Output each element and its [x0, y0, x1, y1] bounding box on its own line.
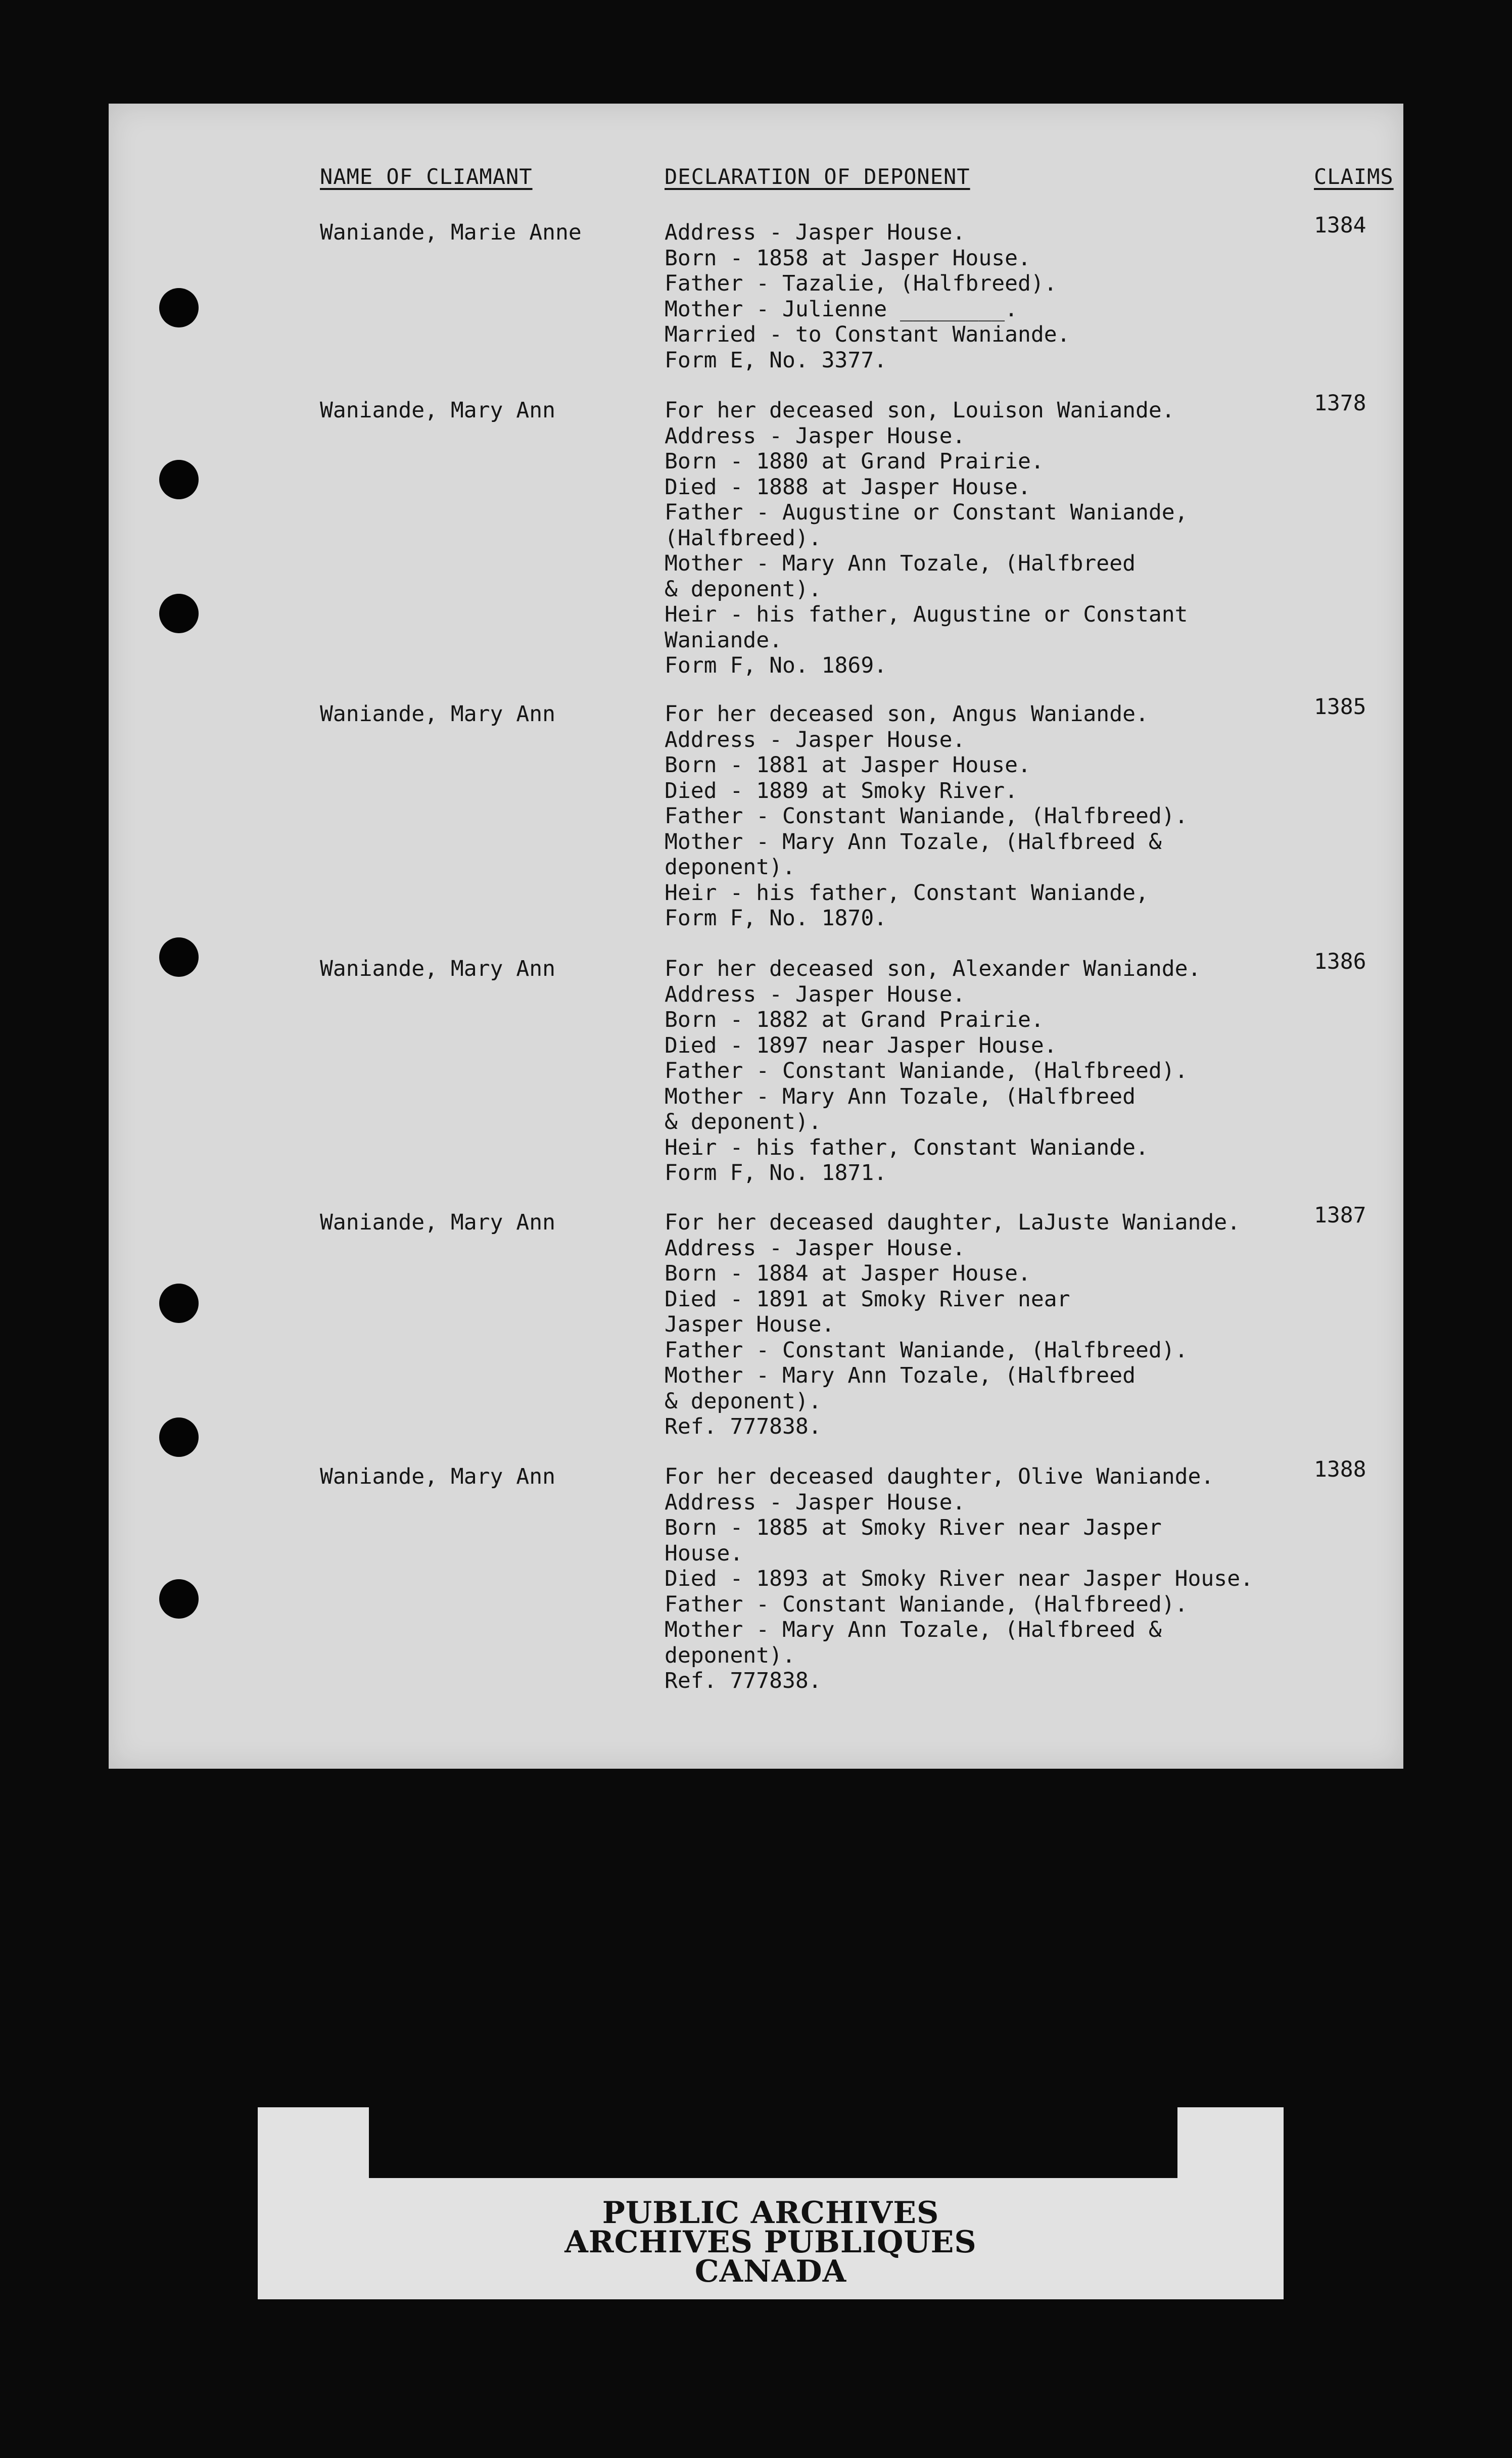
declaration-line: For her deceased son, Angus Waniande.	[665, 701, 1149, 727]
declaration-text	[665, 398, 1188, 679]
declaration-line: Ref. 777838.	[665, 1668, 822, 1693]
document-page	[109, 104, 1403, 1769]
declaration-line: Address - Jasper House.	[665, 220, 966, 245]
declaration-text	[665, 701, 1188, 931]
declaration-line: For her deceased daughter, Olive Waniande.	[665, 1464, 1214, 1489]
declaration-line: Died - 1893 at Smoky River near Jasper House.	[665, 1566, 1253, 1591]
claim-number: 1386	[1314, 949, 1366, 974]
declaration-line: Father - Tazalie, (Halfbreed).	[665, 271, 1057, 296]
declaration-line: Died - 1897 near Jasper House.	[665, 1032, 1057, 1058]
declaration-line: For her deceased son, Louison Waniande.	[665, 398, 1175, 423]
declaration-line: Mother - Mary Ann Tozale, (Halfbreed	[665, 551, 1136, 576]
declaration-line: & deponent).	[665, 1388, 822, 1414]
declaration-text	[665, 1464, 1253, 1694]
declaration-line: For her deceased son, Alexander Waniande.	[665, 956, 1201, 981]
column-header-claimant: NAME OF CLIAMANT	[320, 164, 533, 189]
declaration-line: Heir - his father, Constant Waniande.	[665, 1135, 1149, 1160]
declaration-text	[665, 1210, 1240, 1440]
declaration-line: Father - Constant Waniande, (Halfbreed).	[665, 803, 1188, 829]
claimant-name: Waniande, Mary Ann	[320, 701, 555, 727]
claim-number: 1385	[1314, 694, 1366, 720]
declaration-line: & deponent).	[665, 576, 822, 602]
declaration-line: Mother - Mary Ann Tozale, (Halfbreed	[665, 1083, 1136, 1109]
declaration-line: Address - Jasper House.	[665, 727, 966, 752]
declaration-line: Born - 1880 at Grand Prairie.	[665, 449, 1044, 474]
column-header-declaration: DECLARATION OF DEPONENT	[665, 164, 970, 189]
column-header-claims: CLAIMS	[1314, 164, 1394, 189]
declaration-line: Died - 1888 at Jasper House.	[665, 474, 1031, 500]
declaration-line: Mother - Mary Ann Tozale, (Halfbreed	[665, 1363, 1136, 1388]
declaration-line: Born - 1858 at Jasper House.	[665, 245, 1031, 271]
declaration-line: Waniande.	[665, 627, 782, 653]
punch-hole	[159, 937, 199, 977]
declaration-line: Heir - his father, Constant Waniande,	[665, 880, 1149, 906]
declaration-line: (Halfbreed).	[665, 525, 822, 551]
declaration-line: Father - Constant Waniande, (Halfbreed).	[665, 1058, 1188, 1083]
declaration-line: Mother - Mary Ann Tozale, (Halfbreed &	[665, 829, 1162, 855]
declaration-line: Address - Jasper House.	[665, 981, 966, 1007]
archive-label-card	[258, 2107, 1284, 2299]
declaration-line: deponent).	[665, 1642, 795, 1668]
declaration-line: Address - Jasper House.	[665, 1489, 966, 1515]
declaration-line: Form F, No. 1871.	[665, 1160, 887, 1186]
declaration-text	[665, 220, 1070, 373]
declaration-line: Form E, No. 3377.	[665, 347, 887, 373]
declaration-line: deponent).	[665, 855, 795, 880]
punch-hole	[159, 1417, 199, 1457]
claim-number: 1387	[1314, 1203, 1366, 1228]
punch-hole	[159, 288, 199, 327]
label-notch	[369, 2107, 1177, 2178]
declaration-line: Born - 1881 at Jasper House.	[665, 752, 1031, 778]
declaration-line: House.	[665, 1540, 743, 1566]
punch-hole	[159, 460, 199, 499]
archive-stamp	[258, 2195, 1284, 2289]
declaration-line: & deponent).	[665, 1109, 822, 1135]
declaration-line: Died - 1891 at Smoky River near	[665, 1286, 1070, 1312]
declaration-line: Married - to Constant Waniande.	[665, 322, 1070, 347]
declaration-line: Form F, No. 1869.	[665, 653, 887, 678]
declaration-line: Father - Constant Waniande, (Halfbreed).	[665, 1591, 1188, 1617]
declaration-line: Mother - Mary Ann Tozale, (Halfbreed &	[665, 1617, 1162, 1642]
declaration-text	[665, 956, 1201, 1186]
declaration-line: Born - 1882 at Grand Prairie.	[665, 1007, 1044, 1032]
claim-number: 1388	[1314, 1457, 1366, 1482]
claimant-name: Waniande, Mary Ann	[320, 1210, 555, 1235]
declaration-line: Born - 1885 at Smoky River near Jasper	[665, 1515, 1162, 1540]
archive-stamp-line: ARCHIVES PUBLIQUES	[564, 2225, 977, 2260]
archive-stamp-line: CANADA	[694, 2254, 847, 2289]
declaration-line: Ref. 777838.	[665, 1414, 822, 1439]
declaration-line: Jasper House.	[665, 1312, 835, 1337]
claim-number: 1384	[1314, 213, 1366, 238]
claimant-name: Waniande, Mary Ann	[320, 1464, 555, 1489]
declaration-line: Address - Jasper House.	[665, 423, 966, 449]
claimant-name: Waniande, Marie Anne	[320, 220, 582, 245]
claimant-name: Waniande, Mary Ann	[320, 398, 555, 423]
declaration-line: Form F, No. 1870.	[665, 906, 887, 931]
declaration-line: For her deceased daughter, LaJuste Waniande.	[665, 1210, 1241, 1235]
declaration-line: Father - Augustine or Constant Waniande,	[665, 500, 1188, 525]
claim-number: 1378	[1314, 391, 1366, 416]
declaration-line: Born - 1884 at Jasper House.	[665, 1261, 1031, 1286]
declaration-line: Died - 1889 at Smoky River.	[665, 778, 1018, 803]
punch-hole	[159, 594, 199, 633]
declaration-line: Mother - Julienne ________.	[665, 296, 1018, 322]
claimant-name: Waniande, Mary Ann	[320, 956, 555, 981]
declaration-line: Heir - his father, Augustine or Constant	[665, 602, 1188, 627]
declaration-line: Father - Constant Waniande, (Halfbreed).	[665, 1337, 1188, 1363]
declaration-line: Address - Jasper House.	[665, 1235, 966, 1261]
punch-hole	[159, 1579, 199, 1619]
archive-stamp-line: PUBLIC ARCHIVES	[602, 2195, 939, 2231]
punch-hole	[159, 1284, 199, 1323]
